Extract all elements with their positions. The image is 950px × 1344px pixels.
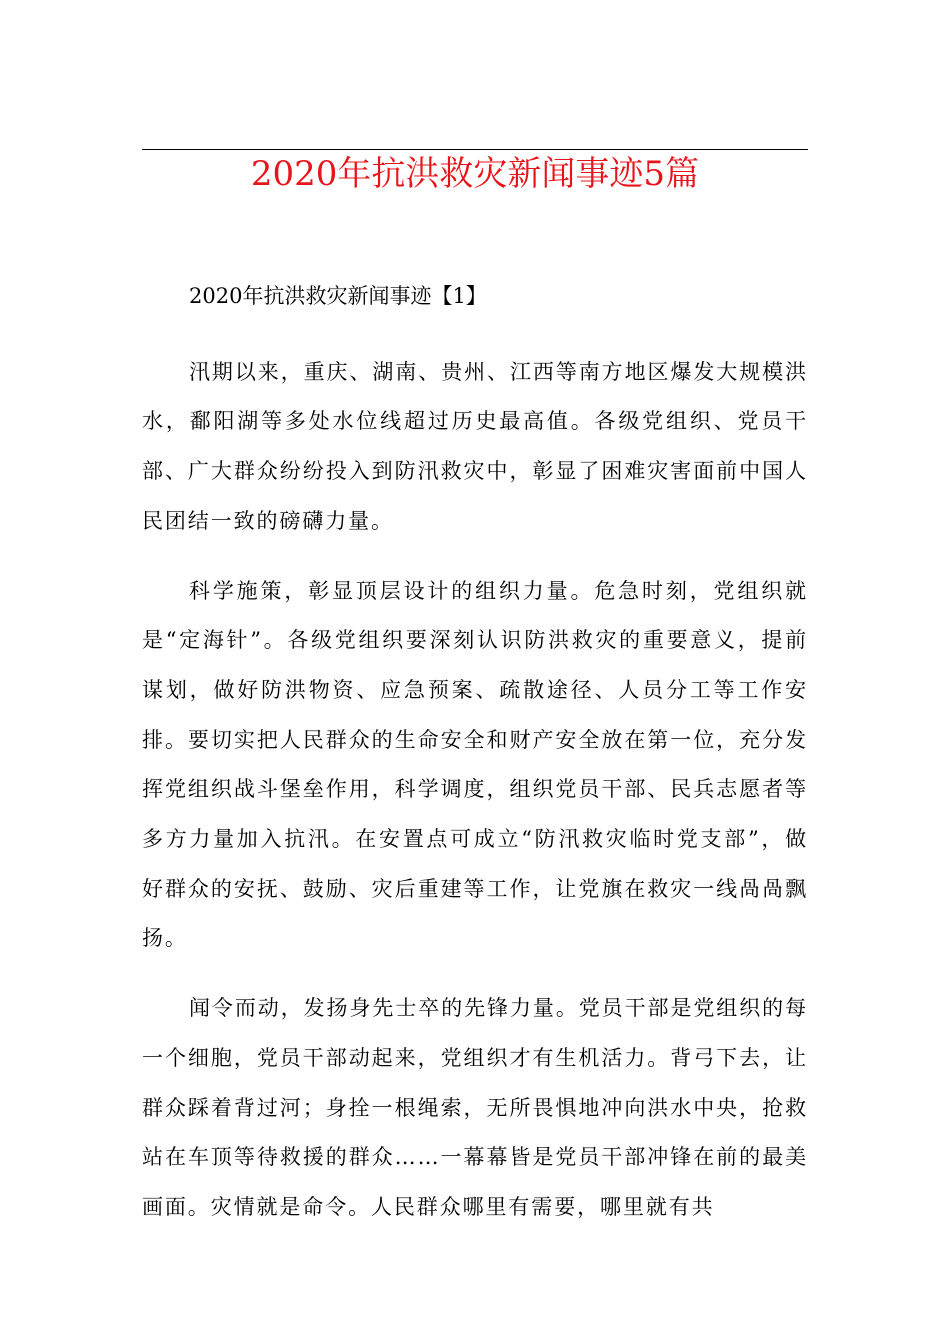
paragraph-1: 汛期以来，重庆、湖南、贵州、江西等南方地区爆发大规模洪水，鄱阳湖等多处水位线超过历史最高值。各级党组织、党员干部、广大群众纷纷投入到防汛救灾中，彰显了困难灾害面前中国人民团结一致的磅礴力量。: [142, 359, 808, 533]
document-title: 2020年抗洪救灾新闻事迹5篇: [250, 154, 700, 194]
paragraph-3: 闻令而动，发扬身先士卒的先锋力量。党员干部是党组织的每一个细胞，党员干部动起来，党组织才有生机活力。背弓下去，让群众踩着背过河；身拴一根绳索，无所畏惧地冲向洪水中央，抢救站在车顶等待救援的群众……一幕幕皆是党员干部冲锋在前的最美画面。灾情就是命令。人民群众哪里有需要，哪里就有共: [142, 996, 808, 1219]
section-heading: 2020年抗洪救灾新闻事迹【1】: [189, 284, 487, 308]
document-body: [142, 272, 808, 1253]
paragraph-2: 科学施策，彰显顶层设计的组织力量。危急时刻，党组织就是“定海针”。各级党组织要深刻认识防洪救灾的重要意义，提前谋划，做好防洪物资、应急预案、疏散途径、人员分工等工作安排。要切实把人民群众的生命安全和财产安全放在第一位，充分发挥党组织战斗堡垒作用，科学调度，组织党员干部、民兵志愿者等多方力量加入抗汛。在安置点可成立“防汛救灾临时党支部”，做好群众的安抚、鼓励、灾后重建等工作，让党旗在救灾一线咼咼飘扬。: [142, 578, 808, 951]
